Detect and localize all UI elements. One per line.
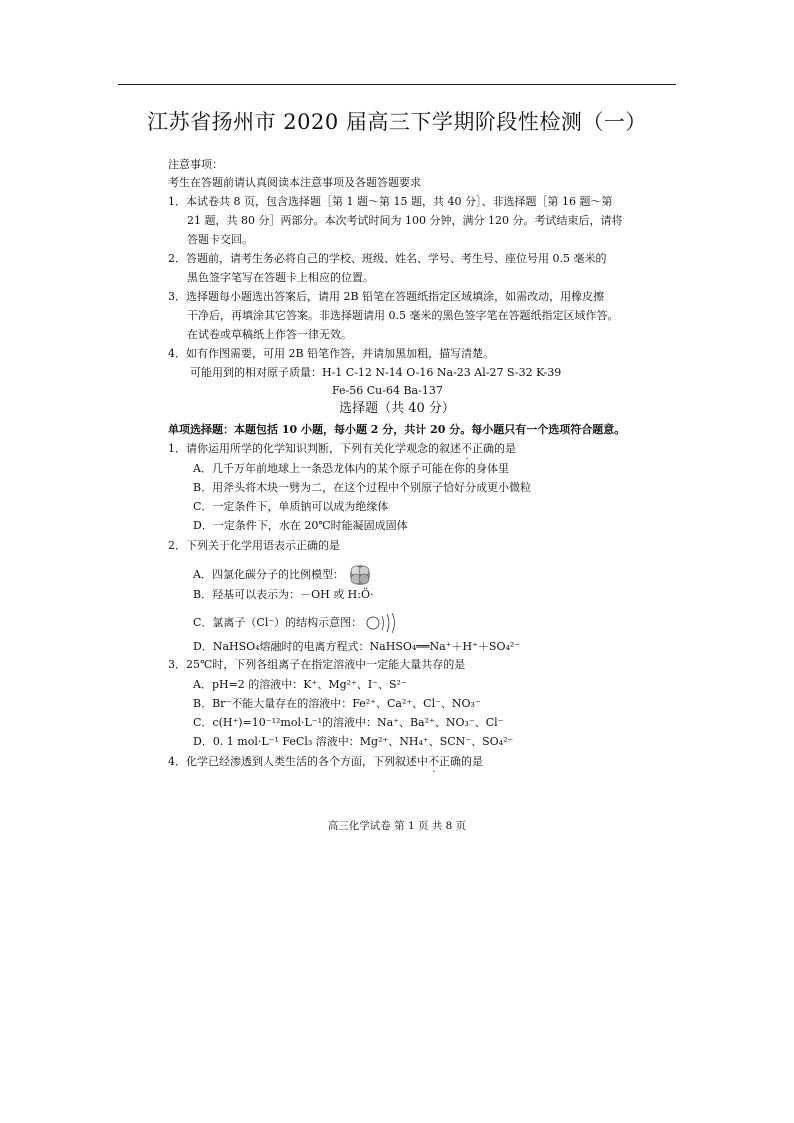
q1-option-b: B．用斧头将木块一劈为二，在这个过程中个别原子恰好分成更小微粒 (193, 481, 532, 494)
q1-option-c: C．一定条件下，单质钠可以成为绝缘体 (193, 500, 389, 513)
q2-option-b: B．羟基可以表示为：－OH 或 H:Ö· (193, 588, 374, 601)
q4-stem-emphasis: 不 (428, 755, 439, 768)
notice-item-3b: 干净后，再填涂其它答案。非选择题请用 0.5 毫米的黑色签字笔在答题纸指定区域作答。 (187, 309, 619, 322)
q1-option-d: D．一定条件下，水在 20℃时能凝固成固体 (193, 519, 408, 532)
notice-intro: 考生在答题前请认真阅读本注意事项及各题答题要求 (168, 176, 421, 189)
q3-option-a: A．pH=2 的溶液中：K⁺、Mg²⁺、I⁻、S²⁻ (193, 678, 407, 691)
q1-stem-emphasis: 不 (461, 442, 472, 455)
page-footer: 高三化学试卷 第 1 页 共 8 页 (327, 820, 467, 832)
q4-stem (168, 755, 483, 769)
notice-item-1b: 21 题，共 80 分］两部分。本次考试时间为 100 分钟，满分 120 分。考试结束后，请将 (187, 214, 623, 227)
notice-heading: 注意事项： (168, 158, 223, 171)
notice-item-1c: 答题卡交回。 (187, 233, 253, 246)
section-instructions: 单项选择题：本题包括 10 小题，每小题 2 分，共计 20 分。每小题只有一个选项符合题意。 (168, 423, 626, 436)
atomic-masses-line1: 可能用到的相对原子质量：H-1 C-12 N-14 O-16 Na-23 Al-27 S-32 K-39 (190, 366, 562, 379)
q2-option-c-text: C．氯离子（Cl⁻）的结构示意图： (193, 616, 363, 629)
q4-stem-a: 4．化学已经渗透到人类生活的各个方面，下列叙述中 (168, 755, 428, 768)
q2-option-c (193, 612, 400, 634)
q1-stem (168, 442, 516, 456)
header-rule (118, 84, 676, 85)
ccl4-model-figure (347, 563, 373, 587)
q2-option-d: D．NaHSO₄熔融时的电离方程式：NaHSO₄══Na⁺＋H⁺＋SO₄²⁻ (193, 640, 521, 653)
q3-option-d: D．0. 1 mol·L⁻¹ FeCl₃ 溶液中：Mg²⁺、NH₄⁺、SCN⁻、SO₄²⁻ (193, 735, 514, 748)
q1-option-a: A．几千万年前地球上一条恐龙体内的某个原子可能在你的身体里 (193, 462, 509, 475)
q3-stem: 3．25℃时，下列各组离子在指定溶液中一定能大量共存的是 (168, 658, 466, 671)
page-title: 江苏省扬州市 2020 届高三下学期阶段性检测（一） (147, 110, 647, 134)
q2-stem: 2．下列关于化学用语表示正确的是 (168, 539, 340, 552)
section-title: 选择题（共 40 分） (339, 401, 455, 416)
q2-option-a-text: A．四氯化碳分子的比例模型： (193, 568, 344, 581)
chloride-ion-structure-figure (366, 612, 400, 634)
notice-item-2a: 2．答题前，请考生务必将自己的学校、班级、姓名、学号、考生号、座位号用 0.5 毫米的 (168, 252, 607, 265)
q3-option-c: C．c(H⁺)=10⁻¹²mol·L⁻¹的溶液中：Na⁺、Ba²⁺、NO₃⁻、Cl⁻ (193, 716, 504, 729)
notice-item-4: 4．如有作图需要，可用 2B 铅笔作答，并请加黑加粗，描写清楚。 (168, 347, 495, 360)
q2-option-a (193, 563, 373, 587)
atomic-masses-line2: Fe-56 Cu-64 Ba-137 (332, 384, 443, 397)
notice-item-3a: 3．选择题每小题选出答案后，请用 2B 铅笔在答题纸指定区域填涂，如需改动，用橡皮擦 (168, 290, 605, 303)
notice-item-3c: 在试卷或草稿纸上作答一律无效。 (187, 328, 352, 341)
q3-option-b: B．Br⁻不能大量存在的溶液中：Fe²⁺、Ca²⁺、Cl⁻、NO₃⁻ (193, 697, 481, 710)
q1-stem-c: 正确的是 (472, 442, 516, 455)
q1-stem-a: 1．请你运用所学的化学知识判断，下列有关化学观念的叙述 (168, 442, 461, 455)
notice-item-2b: 黑色签字笔写在答题卡上相应的位置。 (187, 271, 374, 284)
notice-item-1a: 1．本试卷共 8 页，包含选择题［第 1 题～第 15 题，共 40 分］、非选择题［第 16 题～第 (168, 195, 613, 208)
q4-stem-c: 正确的是 (439, 755, 483, 768)
